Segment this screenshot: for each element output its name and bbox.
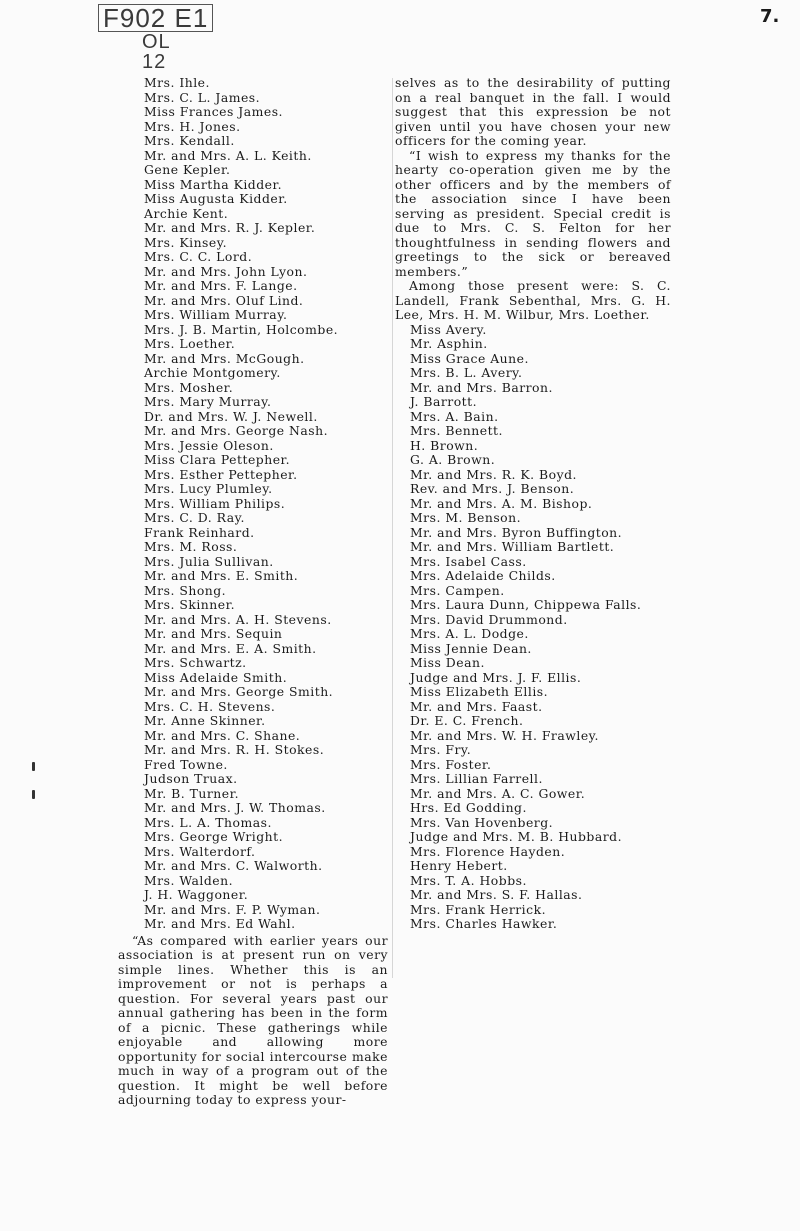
attendee-name: Dr. E. C. French. — [410, 713, 524, 728]
attendee-name: Mr. and Mrs. F. P. Wyman. — [144, 901, 321, 917]
attendee-name: Mrs. Mosher. — [144, 379, 234, 395]
attendee-name: Mr. Anne Skinner. — [144, 713, 266, 728]
attendee-name: Mr. and Mrs. A. L. Keith. — [144, 147, 312, 163]
attendee-name: Mrs. A. L. Dodge. — [410, 626, 529, 641]
attendee-name: Mrs. Lucy Plumley. — [144, 481, 273, 496]
attendee-name: H. Brown. — [410, 437, 479, 453]
attendee-name: Mrs. Bennett. — [410, 423, 503, 438]
attendee-name: Mr. and Mrs. Faast. — [410, 698, 543, 714]
attendee-name: Mrs. C. L. James. — [144, 89, 261, 105]
attendee-name: Mr. and Mrs. A. H. Stevens. — [144, 611, 332, 627]
attendee-name: Mrs. Campen. — [410, 582, 505, 598]
attendee-name: Mr. and Mrs. McGough. — [144, 350, 305, 366]
attendee-name: Mr. and Mrs. William Bartlett. — [410, 539, 615, 554]
attendee-name: Miss Adelaide Smith. — [144, 669, 288, 685]
attendee-name: G. A. Brown. — [410, 452, 496, 467]
archive-mark-code: F902 E1 — [98, 4, 213, 32]
attendee-name: Mrs. L. A. Thomas. — [144, 814, 272, 830]
attendee-name: Mrs. Kendall. — [144, 133, 235, 148]
attendee-name: Mrs. C. D. Ray. — [144, 510, 245, 525]
closing-paragraph: “As compared with earlier years our association is at present run on very simple lines. Whether this is an improvement or not is perhaps a question. For several years past our annual gathering has been in the form of a picnic. These gatherings while enjoyable and allowing more opportunity for social intercourse make much in way of a program out of the question. It might be well before adjourning today to express your- — [118, 932, 388, 1107]
page-number: 7. — [760, 6, 780, 27]
attendee-name: Miss Dean. — [410, 655, 485, 670]
attendee-name: Mr. and Mrs. C. Shane. — [144, 727, 301, 743]
speech-paragraph-1: selves as to the desirability of putting on a real banquet in the fall. I would suggest that this expression be not given until you have chosen your new officers for the coming year. — [395, 75, 671, 148]
attendee-name: Miss Jennie Dean. — [410, 640, 532, 656]
attendee-name: Mr. Asphin. — [410, 336, 488, 351]
attendee-name: Mrs. Ihle. — [144, 75, 210, 90]
attendee-name: Mrs. George Wright. — [144, 829, 284, 844]
attendee-name: Mrs. Schwartz. — [144, 655, 247, 670]
attendee-name: Mr. and Mrs. S. F. Hallas. — [410, 887, 583, 902]
attendee-name: Mrs. Kinsey. — [144, 234, 228, 250]
attendee-name: Mrs. David Drummond. — [410, 611, 568, 627]
archive-mark — [98, 4, 213, 72]
left-column — [118, 76, 388, 1108]
attendee-name: Mr. and Mrs. Sequin — [144, 626, 283, 641]
attendee-name: Mrs. M. Ross. — [144, 539, 238, 554]
right-attendee-list-2 — [395, 613, 671, 932]
attendee-name: Mrs. C. H. Stevens. — [144, 698, 276, 714]
archive-mark-sub: OL — [142, 31, 171, 53]
attendee-name: Mrs. Julia Sullivan. — [144, 553, 274, 569]
dunn-entry: Mrs. Laura Dunn, Chippewa Falls. — [410, 597, 642, 612]
attendee-name: Mrs. William Philips. — [144, 495, 286, 511]
attendee-name: Mrs. M. Benson. — [410, 510, 522, 525]
attendee-name: Henry Hebert. — [410, 858, 508, 873]
attendee-name: Hrs. Ed Godding. — [410, 800, 527, 815]
attendee-name: Mrs. T. A. Hobbs. — [410, 872, 527, 888]
attendee-name: Mr. and Mrs. E. A. Smith. — [144, 640, 317, 656]
attendee-name: Miss Augusta Kidder. — [144, 191, 288, 206]
attendee-name: Miss Martha Kidder. — [144, 176, 283, 192]
speech-paragraph-2: “I wish to express my thanks for the hearty co-operation given me by the other officers and by the members of the association since I have been serving as president. Special credit is due to Mrs. C. S. Felton for her thoughtfulness in sending flowers and greetings to the sick or bereaved members.” — [395, 147, 671, 279]
attendee-name: Dr. and Mrs. W. J. Newell. — [144, 408, 318, 424]
attendee-name: Mr. and Mrs. R. J. Kepler. — [144, 220, 316, 235]
attendee-name: Fred Towne. — [144, 756, 228, 772]
attendee-name: Archie Kent. — [144, 205, 229, 221]
attendee-name: J. H. Waggoner. — [144, 887, 249, 902]
attendee-name: Mrs. Frank Herrick. — [410, 901, 547, 917]
right-attendee-list — [395, 323, 671, 599]
attendee-name: Miss Grace Aune. — [410, 350, 529, 366]
attendee-name: Mrs. C. C. Lord. — [144, 249, 253, 264]
attendee-name: Mrs. Fry. — [410, 742, 472, 757]
attendee-name: Mr. and Mrs. Oluf Lind. — [144, 292, 304, 308]
attendee-name: Miss Avery. — [410, 321, 487, 337]
attendee-name: Mr. and Mrs. Byron Buffington. — [410, 524, 623, 540]
attendee-name: Mrs. B. L. Avery. — [410, 365, 523, 380]
attendee-name: Mr. and Mrs. J. W. Thomas. — [144, 800, 326, 815]
attendee-name: Mr. and Mrs. A. C. Gower. — [410, 785, 586, 801]
attendee-name: Mr. and Mrs. Barron. — [410, 379, 553, 395]
attendee-name: Mrs. William Murray. — [144, 307, 288, 322]
attendee-name: Mr. and Mrs. Ed Wahl. — [144, 916, 296, 931]
attendee-name: Mrs. Walterdorf. — [144, 843, 256, 859]
binder-hole-mark — [32, 790, 35, 799]
attendee-name: Mrs. Van Hovenberg. — [410, 814, 554, 830]
attendee-name: Mrs. Walden. — [144, 872, 234, 888]
attendee-name: Miss Frances James. — [144, 104, 283, 119]
attendee-name: Rev. and Mrs. J. Benson. — [410, 481, 575, 496]
attendee-name: Judge and Mrs. M. B. Hubbard. — [410, 829, 623, 844]
attendee-name: Mr. B. Turner. — [144, 785, 240, 801]
attendee-name: Mr. and Mrs. John Lyon. — [144, 263, 308, 279]
attendee-name: Miss Elizabeth Ellis. — [410, 684, 549, 699]
attendee-name: Gene Kepler. — [144, 162, 231, 177]
binder-hole-mark — [32, 762, 35, 771]
attendee-name: Mr. and Mrs. F. Lange. — [144, 278, 298, 293]
attendee-name: Mr. and Mrs. W. H. Frawley. — [410, 727, 599, 743]
attendee-name: Mr. and Mrs. George Smith. — [144, 684, 334, 699]
attendee-name: Mrs. Jessie Oleson. — [144, 437, 274, 453]
attendee-name: Mrs. A. Bain. — [410, 408, 499, 424]
attendee-name: Miss Clara Pettepher. — [144, 452, 291, 467]
attendee-name: J. Barrott. — [410, 394, 478, 409]
attendee-name: Archie Montgomery. — [144, 365, 281, 380]
attendee-name: Mr. and Mrs. George Nash. — [144, 423, 329, 438]
attendee-name: Mrs. H. Jones. — [144, 118, 241, 134]
attendee-name: Judge and Mrs. J. F. Ellis. — [410, 669, 582, 685]
attendee-name: Mrs. Lillian Farrell. — [410, 771, 543, 786]
attendees-intro: Among those present were: S. C. Landell, Frank Sebenthal, Mrs. G. H. Lee, Mrs. H. M. Wilbur, Mrs. Loether. — [395, 278, 671, 322]
attendee-name: Mr. and Mrs. C. Walworth. — [144, 858, 323, 873]
attendee-name: Mrs. Skinner. — [144, 597, 236, 612]
column-rule — [392, 78, 393, 978]
attendee-name: Judson Truax. — [144, 771, 238, 786]
attendee-name: Mr. and Mrs. E. Smith. — [144, 568, 299, 583]
attendee-name: Mrs. Esther Pettepher. — [144, 466, 298, 482]
attendee-name: Mrs. Mary Murray. — [144, 394, 272, 409]
attendee-name: Mrs. Florence Hayden. — [410, 843, 566, 859]
attendee-name: Mrs. Charles Hawker. — [410, 916, 558, 931]
attendee-name: Mrs. J. B. Martin, Holcombe. — [144, 321, 339, 337]
attendee-name: Mr. and Mrs. A. M. Bishop. — [410, 495, 593, 511]
attendee-name: Frank Reinhard. — [144, 524, 255, 540]
attendee-name: Mrs. Isabel Cass. — [410, 553, 527, 569]
attendee-name: Mrs. Adelaide Childs. — [410, 568, 556, 583]
attendee-name: Mrs. Shong. — [144, 582, 227, 598]
attendee-name: Mr. and Mrs. R. H. Stokes. — [144, 742, 325, 757]
left-attendee-list — [118, 76, 388, 932]
attendee-name: Mr. and Mrs. R. K. Boyd. — [410, 466, 577, 482]
right-column — [395, 76, 671, 932]
attendee-name: Mrs. Loether. — [144, 336, 236, 351]
attendee-name: Mrs. Foster. — [410, 756, 492, 772]
archive-mark-number: 12 — [142, 51, 167, 73]
